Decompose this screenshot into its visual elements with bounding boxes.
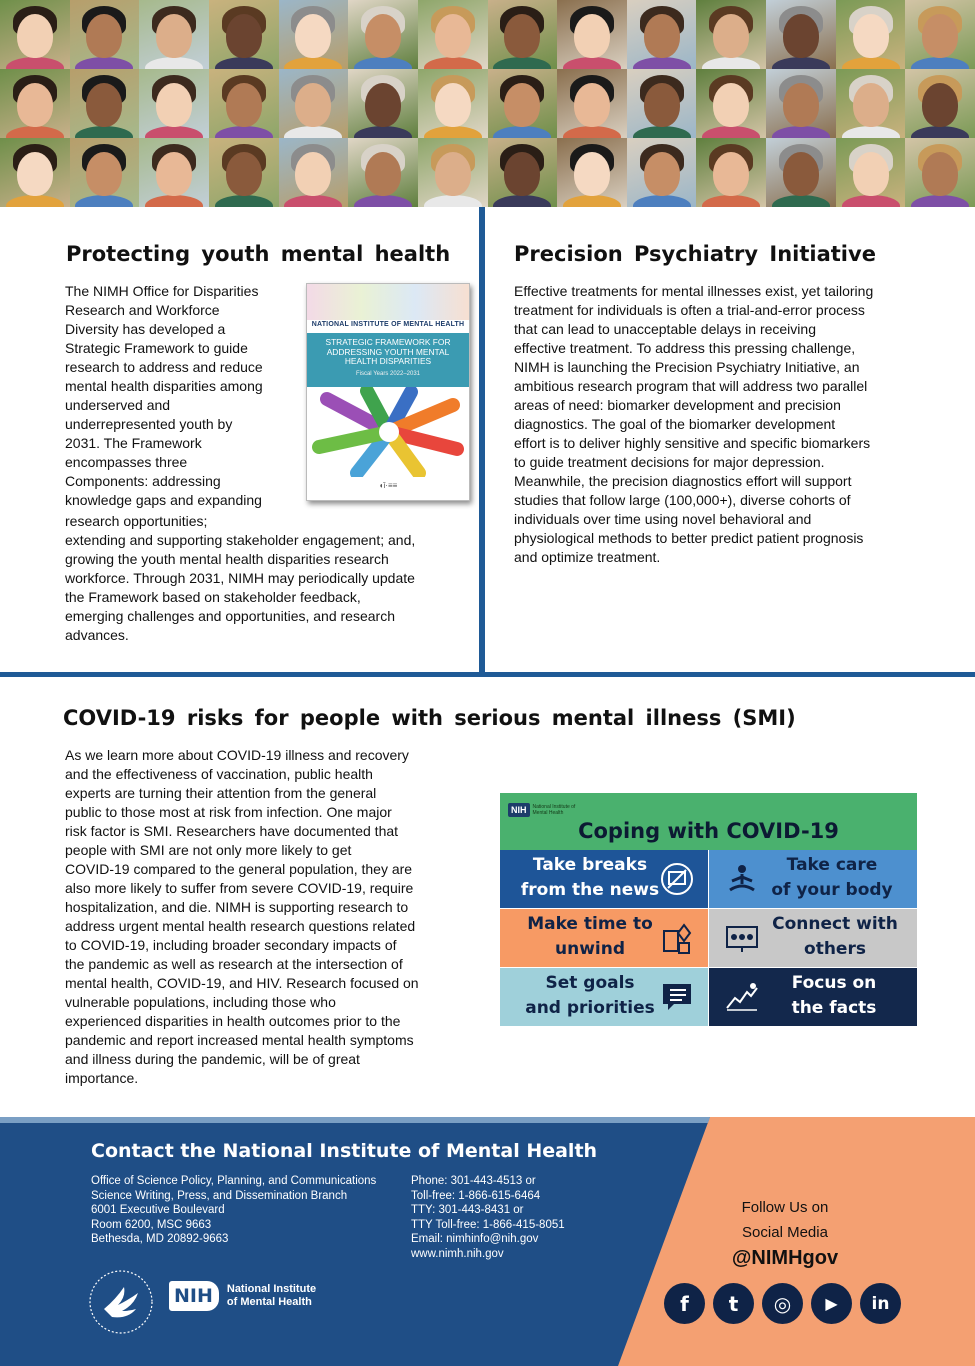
address-line: Science Writing, Press, and Dissemination Branch: [91, 1189, 348, 1202]
portrait-shoulders: [215, 126, 273, 138]
portrait-face: [504, 152, 540, 196]
portrait-photo: [348, 69, 418, 138]
portrait-face: [365, 83, 401, 127]
portrait-face: [295, 152, 331, 196]
portrait-face: [853, 152, 889, 196]
portrait-face: [435, 152, 471, 196]
website-link[interactable]: www.nimh.nih.gov: [411, 1247, 504, 1260]
address-line: Bethesda, MD 20892-9663: [91, 1233, 229, 1245]
youth-text-line: Components: addressing: [65, 473, 221, 489]
portrait-shoulders: [145, 57, 203, 69]
cover-title-line: ADDRESSING YOUTH MENTAL: [326, 346, 450, 357]
coping-with-covid-graphic: [500, 793, 917, 1025]
precision-text-line: areas of need: biomarker development and precision: [514, 397, 841, 413]
nih-name-line: of Mental Health: [226, 1296, 312, 1308]
precision-text-line: to guide treatment decisions for major depression.: [514, 454, 825, 470]
youth-text-line: knowledge gaps and expanding: [65, 492, 262, 508]
portrait-shoulders: [424, 126, 482, 138]
coping-nih-mark: NIH: [508, 803, 530, 817]
footer-title: Contact the National Institute of Mental Health: [91, 1140, 598, 1162]
portrait-face: [504, 14, 540, 58]
phone-line: TTY Toll-free: 1-866-415-8051: [411, 1218, 565, 1231]
tile-label-line: the facts: [791, 998, 877, 1018]
portrait-face: [17, 152, 53, 196]
hhs-seal-icon: [88, 1269, 154, 1335]
nih-name-line: National Institute: [226, 1283, 317, 1295]
portrait-shoulders: [772, 195, 830, 207]
precision-text-line: Effective treatments for mental illnesses exist, yet tailoring: [514, 283, 874, 299]
covid-text-line: importance.: [65, 1070, 139, 1086]
tile-label: [510, 971, 670, 1021]
portrait-shoulders: [493, 195, 551, 207]
coping-nimh-name: National Institute of Mental Health: [532, 804, 576, 816]
portrait-face: [713, 152, 749, 196]
portrait-photo: [766, 0, 836, 69]
precision-text-line: effort is to deliver highly sensitive and specific biomarkers: [514, 435, 871, 451]
portrait-photo: [627, 0, 697, 69]
portrait-shoulders: [702, 195, 760, 207]
instagram-icon[interactable]: ◎: [762, 1283, 803, 1324]
covid-text-line: public to those most at risk from infection. One major: [65, 804, 392, 820]
portrait-photo: [418, 69, 488, 138]
portrait-shoulders: [911, 195, 969, 207]
social-icons: [664, 1283, 901, 1324]
portrait-face: [644, 152, 680, 196]
portrait-shoulders: [284, 195, 342, 207]
phone-line: TTY: 301-443-8431 or: [411, 1204, 524, 1216]
portrait-photo: [696, 138, 766, 207]
portrait-face: [713, 14, 749, 58]
portrait-photo: [70, 69, 140, 138]
portrait-face: [17, 83, 53, 127]
youth-text-line: underrepresented youth by: [65, 416, 233, 432]
portrait-shoulders: [493, 57, 551, 69]
contact-footer: [0, 1117, 975, 1366]
portrait-mosaic: [0, 0, 975, 207]
precision-text-line: effective treatment. To address this pressing challenge,: [514, 340, 856, 356]
precision-text-line: and optimize treatment.: [514, 549, 661, 565]
footer-top-stripe: [0, 1117, 975, 1123]
youth-text-line: The NIMH Office for Disparities: [65, 283, 259, 299]
cover-org-name: NATIONAL INSTITUTE OF MENTAL HEALTH: [311, 321, 465, 328]
precision-text-line: ambitious research program that will address two parallel: [514, 378, 868, 394]
youth-text-line: research opportunities;: [65, 513, 208, 529]
tile-connect: [709, 909, 917, 967]
youth-text-line: workforce. Through 2031, NIMH may periodically update: [65, 570, 415, 586]
portrait-face: [86, 14, 122, 58]
portrait-shoulders: [424, 57, 482, 69]
portrait-shoulders: [215, 57, 273, 69]
youth-text-line: advances.: [65, 627, 129, 643]
portrait-shoulders: [284, 126, 342, 138]
coping-header: [500, 793, 917, 850]
portrait-shoulders: [145, 126, 203, 138]
portrait-face: [922, 83, 958, 127]
portrait-photo: [557, 69, 627, 138]
covid-text-line: experts are turning their attention from the general: [65, 785, 377, 801]
games-icon: [660, 921, 694, 955]
portrait-shoulders: [354, 126, 412, 138]
portrait-photo: [627, 69, 697, 138]
cover-hands-illustration: [307, 387, 470, 477]
portrait-photo: [348, 0, 418, 69]
portrait-shoulders: [842, 195, 900, 207]
tile-label-line: Connect with: [772, 914, 898, 934]
linkedin-icon[interactable]: in: [860, 1283, 901, 1324]
portrait-face: [435, 83, 471, 127]
covid-text-line: address urgent mental health research questions related: [65, 918, 416, 934]
tile-label-line: Make time to: [527, 914, 653, 934]
precision-text-line: individuals over time using novel behavioral and: [514, 511, 812, 527]
tile-label: [510, 912, 670, 962]
portrait-face: [86, 152, 122, 196]
youth-text-line: 2031. The Framework: [65, 435, 202, 451]
portrait-face: [504, 83, 540, 127]
portrait-photo: [488, 0, 558, 69]
coping-title: Coping with COVID-19: [578, 819, 839, 843]
portrait-photo: [0, 138, 70, 207]
portrait-face: [574, 152, 610, 196]
precision-text-line: studies that follow large (100,000+), diverse cohorts of: [514, 492, 851, 508]
social-media-line: Social Media: [742, 1224, 828, 1241]
covid-text-line: risk factor is SMI. Researchers have documented that: [65, 823, 399, 839]
email-link[interactable]: Email: nimhinfo@nih.gov: [411, 1233, 539, 1245]
portrait-photo: [488, 138, 558, 207]
cover-title-line: STRATEGIC FRAMEWORK FOR: [325, 337, 451, 347]
cover-header-art: [307, 284, 469, 320]
tile-label-line: others: [804, 939, 866, 959]
covid-text-line: the pandemic as well as research at the intersection of: [65, 956, 403, 972]
phone-line: Toll-free: 1-866-615-6464: [411, 1189, 541, 1202]
covid-text-line: and the effectiveness of vaccination, public health: [65, 766, 373, 782]
portrait-shoulders: [424, 195, 482, 207]
portrait-face: [86, 83, 122, 127]
tile-label-line: of your body: [771, 880, 893, 900]
portrait-face: [922, 152, 958, 196]
portrait-face: [226, 152, 262, 196]
twitter-icon[interactable]: t: [713, 1283, 754, 1324]
portrait-shoulders: [493, 126, 551, 138]
portrait-shoulders: [6, 126, 64, 138]
covid-text-line: mental health, COVID-19, and HIV. Research focused on: [65, 975, 419, 991]
portrait-shoulders: [842, 57, 900, 69]
portrait-face: [783, 152, 819, 196]
portrait-face: [156, 152, 192, 196]
phone-line: Phone: 301-443-4513 or: [411, 1175, 536, 1187]
cover-years: Fiscal Years 2022–2031: [355, 370, 421, 377]
portrait-photo: [696, 69, 766, 138]
follow-us-line: Follow Us on: [741, 1199, 829, 1216]
cover-title-band: [307, 333, 469, 387]
portrait-shoulders: [772, 57, 830, 69]
portrait-face: [713, 83, 749, 127]
portrait-shoulders: [911, 126, 969, 138]
portrait-photo: [0, 0, 70, 69]
tile-label-line: unwind: [554, 939, 625, 959]
portrait-photo: [139, 138, 209, 207]
portrait-face: [853, 14, 889, 58]
portrait-photo: [627, 138, 697, 207]
precision-text-line: NIMH is launching the Precision Psychiatry Initiative, an: [514, 359, 860, 375]
portrait-photo: [279, 69, 349, 138]
portrait-shoulders: [563, 126, 621, 138]
portrait-photo: [279, 138, 349, 207]
portrait-shoulders: [215, 195, 273, 207]
youth-text-line: growing the youth mental health disparities research: [65, 551, 389, 567]
covid-text-line: pandemic and report increased mental health symptoms: [65, 1032, 414, 1048]
portrait-shoulders: [6, 57, 64, 69]
tile-label: [757, 853, 907, 903]
portrait-photo: [905, 138, 975, 207]
tv-off-icon: [660, 862, 694, 896]
covid-text-line: hospitalization, and die. NIMH is supporting research to: [65, 899, 409, 915]
portrait-face: [365, 152, 401, 196]
nih-logo-box: NIH: [169, 1281, 219, 1311]
portrait-face: [156, 83, 192, 127]
portrait-face: [365, 14, 401, 58]
covid-text-line: vulnerable populations, including those who: [65, 994, 336, 1010]
portrait-photo: [209, 69, 279, 138]
tile-label-line: Set goals: [545, 973, 635, 993]
youth-text-line: the Framework based on stakeholder feedback,: [65, 589, 361, 605]
precision-text-line: that can lead to unacceptable delays in receiving: [514, 321, 816, 337]
portrait-face: [226, 83, 262, 127]
portrait-photo: [0, 69, 70, 138]
chart-icon: [725, 980, 759, 1014]
covid-section-title: COVID-19 risks for people with serious mental illness (SMI): [63, 706, 796, 730]
covid-paragraph: [65, 746, 465, 1088]
portrait-face: [644, 14, 680, 58]
portrait-face: [435, 14, 471, 58]
youth-text-line: Diversity has developed a: [65, 321, 226, 337]
portrait-photo: [70, 138, 140, 207]
tile-focus-facts: [709, 968, 917, 1026]
tile-label-line: Focus on: [791, 973, 877, 993]
portrait-shoulders: [563, 195, 621, 207]
youth-text-line: underserved and: [65, 397, 171, 413]
portrait-face: [574, 83, 610, 127]
covid-text-line: experienced disparities in health outcomes prior to the: [65, 1013, 401, 1029]
portrait-photo: [766, 138, 836, 207]
social-handle[interactable]: @NIMHgov: [731, 1247, 839, 1269]
portrait-photo: [557, 138, 627, 207]
tile-label: [759, 971, 909, 1021]
portrait-photo: [139, 0, 209, 69]
portrait-face: [644, 83, 680, 127]
portrait-photo: [209, 138, 279, 207]
tile-label-line: Take breaks: [532, 855, 648, 875]
portrait-shoulders: [6, 195, 64, 207]
portrait-shoulders: [75, 195, 133, 207]
covid-text-line: also more likely to suffer from severe COVID-19, require: [65, 880, 414, 896]
tile-label: [761, 912, 909, 962]
portrait-photo: [418, 138, 488, 207]
portrait-photo: [279, 0, 349, 69]
address-line: Room 6200, MSC 9663: [91, 1218, 212, 1231]
cover-title: [307, 338, 469, 367]
address-line: Office of Science Policy, Planning, and Communications: [91, 1175, 377, 1187]
section-divider: [0, 672, 975, 677]
coping-nih-logo: [508, 803, 583, 817]
youth-paragraph-start: [65, 282, 300, 510]
youth-text-line: research to address and reduce: [65, 359, 263, 375]
portrait-shoulders: [354, 195, 412, 207]
portrait-shoulders: [75, 57, 133, 69]
covid-text-line: people with SMI are not only more likely to get: [65, 842, 352, 858]
portrait-photo: [836, 0, 906, 69]
portrait-shoulders: [563, 57, 621, 69]
youth-paragraph-end: [65, 512, 465, 645]
portrait-shoulders: [702, 126, 760, 138]
youth-text-line: emerging challenges and opportunities, and research: [65, 608, 395, 624]
portrait-photo: [905, 0, 975, 69]
covid-text-line: to COVID-19, including broader secondary impacts of: [65, 937, 397, 953]
tile-set-goals: [500, 968, 708, 1026]
portrait-photo: [905, 69, 975, 138]
video-call-icon: [725, 921, 759, 955]
portrait-shoulders: [772, 126, 830, 138]
portrait-face: [17, 14, 53, 58]
cover-logo-mark: ◖ǐ·≡≡: [378, 481, 398, 490]
footer-address: [91, 1174, 376, 1247]
portrait-shoulders: [911, 57, 969, 69]
portrait-face: [783, 83, 819, 127]
portrait-face: [574, 14, 610, 58]
portrait-photo: [209, 0, 279, 69]
strategic-framework-cover: [306, 283, 470, 501]
portrait-shoulders: [842, 126, 900, 138]
youtube-icon[interactable]: ▶: [811, 1283, 852, 1324]
precision-text-line: Meanwhile, the precision diagnostics effort will support: [514, 473, 852, 489]
precision-text-line: treatment for individuals is often a trial-and-error process: [514, 302, 865, 318]
youth-section-title: Protecting youth mental health: [66, 242, 451, 266]
precision-paragraph: [514, 282, 934, 567]
column-divider: [479, 207, 485, 675]
portrait-photo: [70, 0, 140, 69]
portrait-shoulders: [702, 57, 760, 69]
meditation-icon: [725, 862, 759, 896]
portrait-face: [922, 14, 958, 58]
youth-text-line: encompasses three: [65, 454, 188, 470]
precision-section-title: Precision Psychiatry Initiative: [514, 242, 876, 266]
portrait-photo: [557, 0, 627, 69]
portrait-face: [156, 14, 192, 58]
portrait-shoulders: [633, 195, 691, 207]
portrait-photo: [696, 0, 766, 69]
portrait-shoulders: [633, 57, 691, 69]
covid-text-line: COVID-19 compared to the general population, they are: [65, 861, 413, 877]
tile-label-line: and priorities: [525, 998, 655, 1018]
facebook-icon[interactable]: f: [664, 1283, 705, 1324]
checklist-icon: [660, 980, 694, 1014]
tile-take-care: [709, 850, 917, 908]
tile-make-time: [500, 909, 708, 967]
portrait-face: [853, 83, 889, 127]
portrait-shoulders: [284, 57, 342, 69]
nih-logo: [169, 1281, 316, 1311]
covid-text-line: As we learn more about COVID-19 illness and recovery: [65, 747, 409, 763]
tile-label: [510, 853, 670, 903]
tile-take-breaks: [500, 850, 708, 908]
youth-text-line: extending and supporting stakeholder engagement; and,: [65, 532, 416, 548]
portrait-face: [295, 83, 331, 127]
precision-text-line: physiological methods to better predict patient prognosis: [514, 530, 864, 546]
youth-text-line: Research and Workforce: [65, 302, 220, 318]
portrait-shoulders: [145, 195, 203, 207]
cover-title-line: HEALTH DISPARITIES: [344, 356, 432, 366]
portrait-photo: [836, 69, 906, 138]
portrait-face: [295, 14, 331, 58]
portrait-photo: [348, 138, 418, 207]
hand-center: [379, 422, 399, 442]
portrait-photo: [139, 69, 209, 138]
nih-logo-text: [227, 1283, 316, 1309]
portrait-shoulders: [354, 57, 412, 69]
portrait-photo: [766, 69, 836, 138]
portrait-face: [226, 14, 262, 58]
portrait-shoulders: [633, 126, 691, 138]
portrait-photo: [418, 0, 488, 69]
portrait-face: [783, 14, 819, 58]
portrait-photo: [836, 138, 906, 207]
tile-label-line: from the news: [520, 880, 660, 900]
address-line: 6001 Executive Boulevard: [91, 1204, 225, 1216]
portrait-photo: [488, 69, 558, 138]
youth-text-line: mental health disparities among: [65, 378, 263, 394]
tile-label-line: Take care: [786, 855, 878, 875]
youth-text-line: Strategic Framework to guide: [65, 340, 248, 356]
covid-text-line: and illness during the pandemic, will be of great: [65, 1051, 360, 1067]
footer-contact-numbers: [411, 1174, 565, 1261]
precision-text-line: diagnostics. The goal of the biomarker development: [514, 416, 836, 432]
portrait-shoulders: [75, 126, 133, 138]
